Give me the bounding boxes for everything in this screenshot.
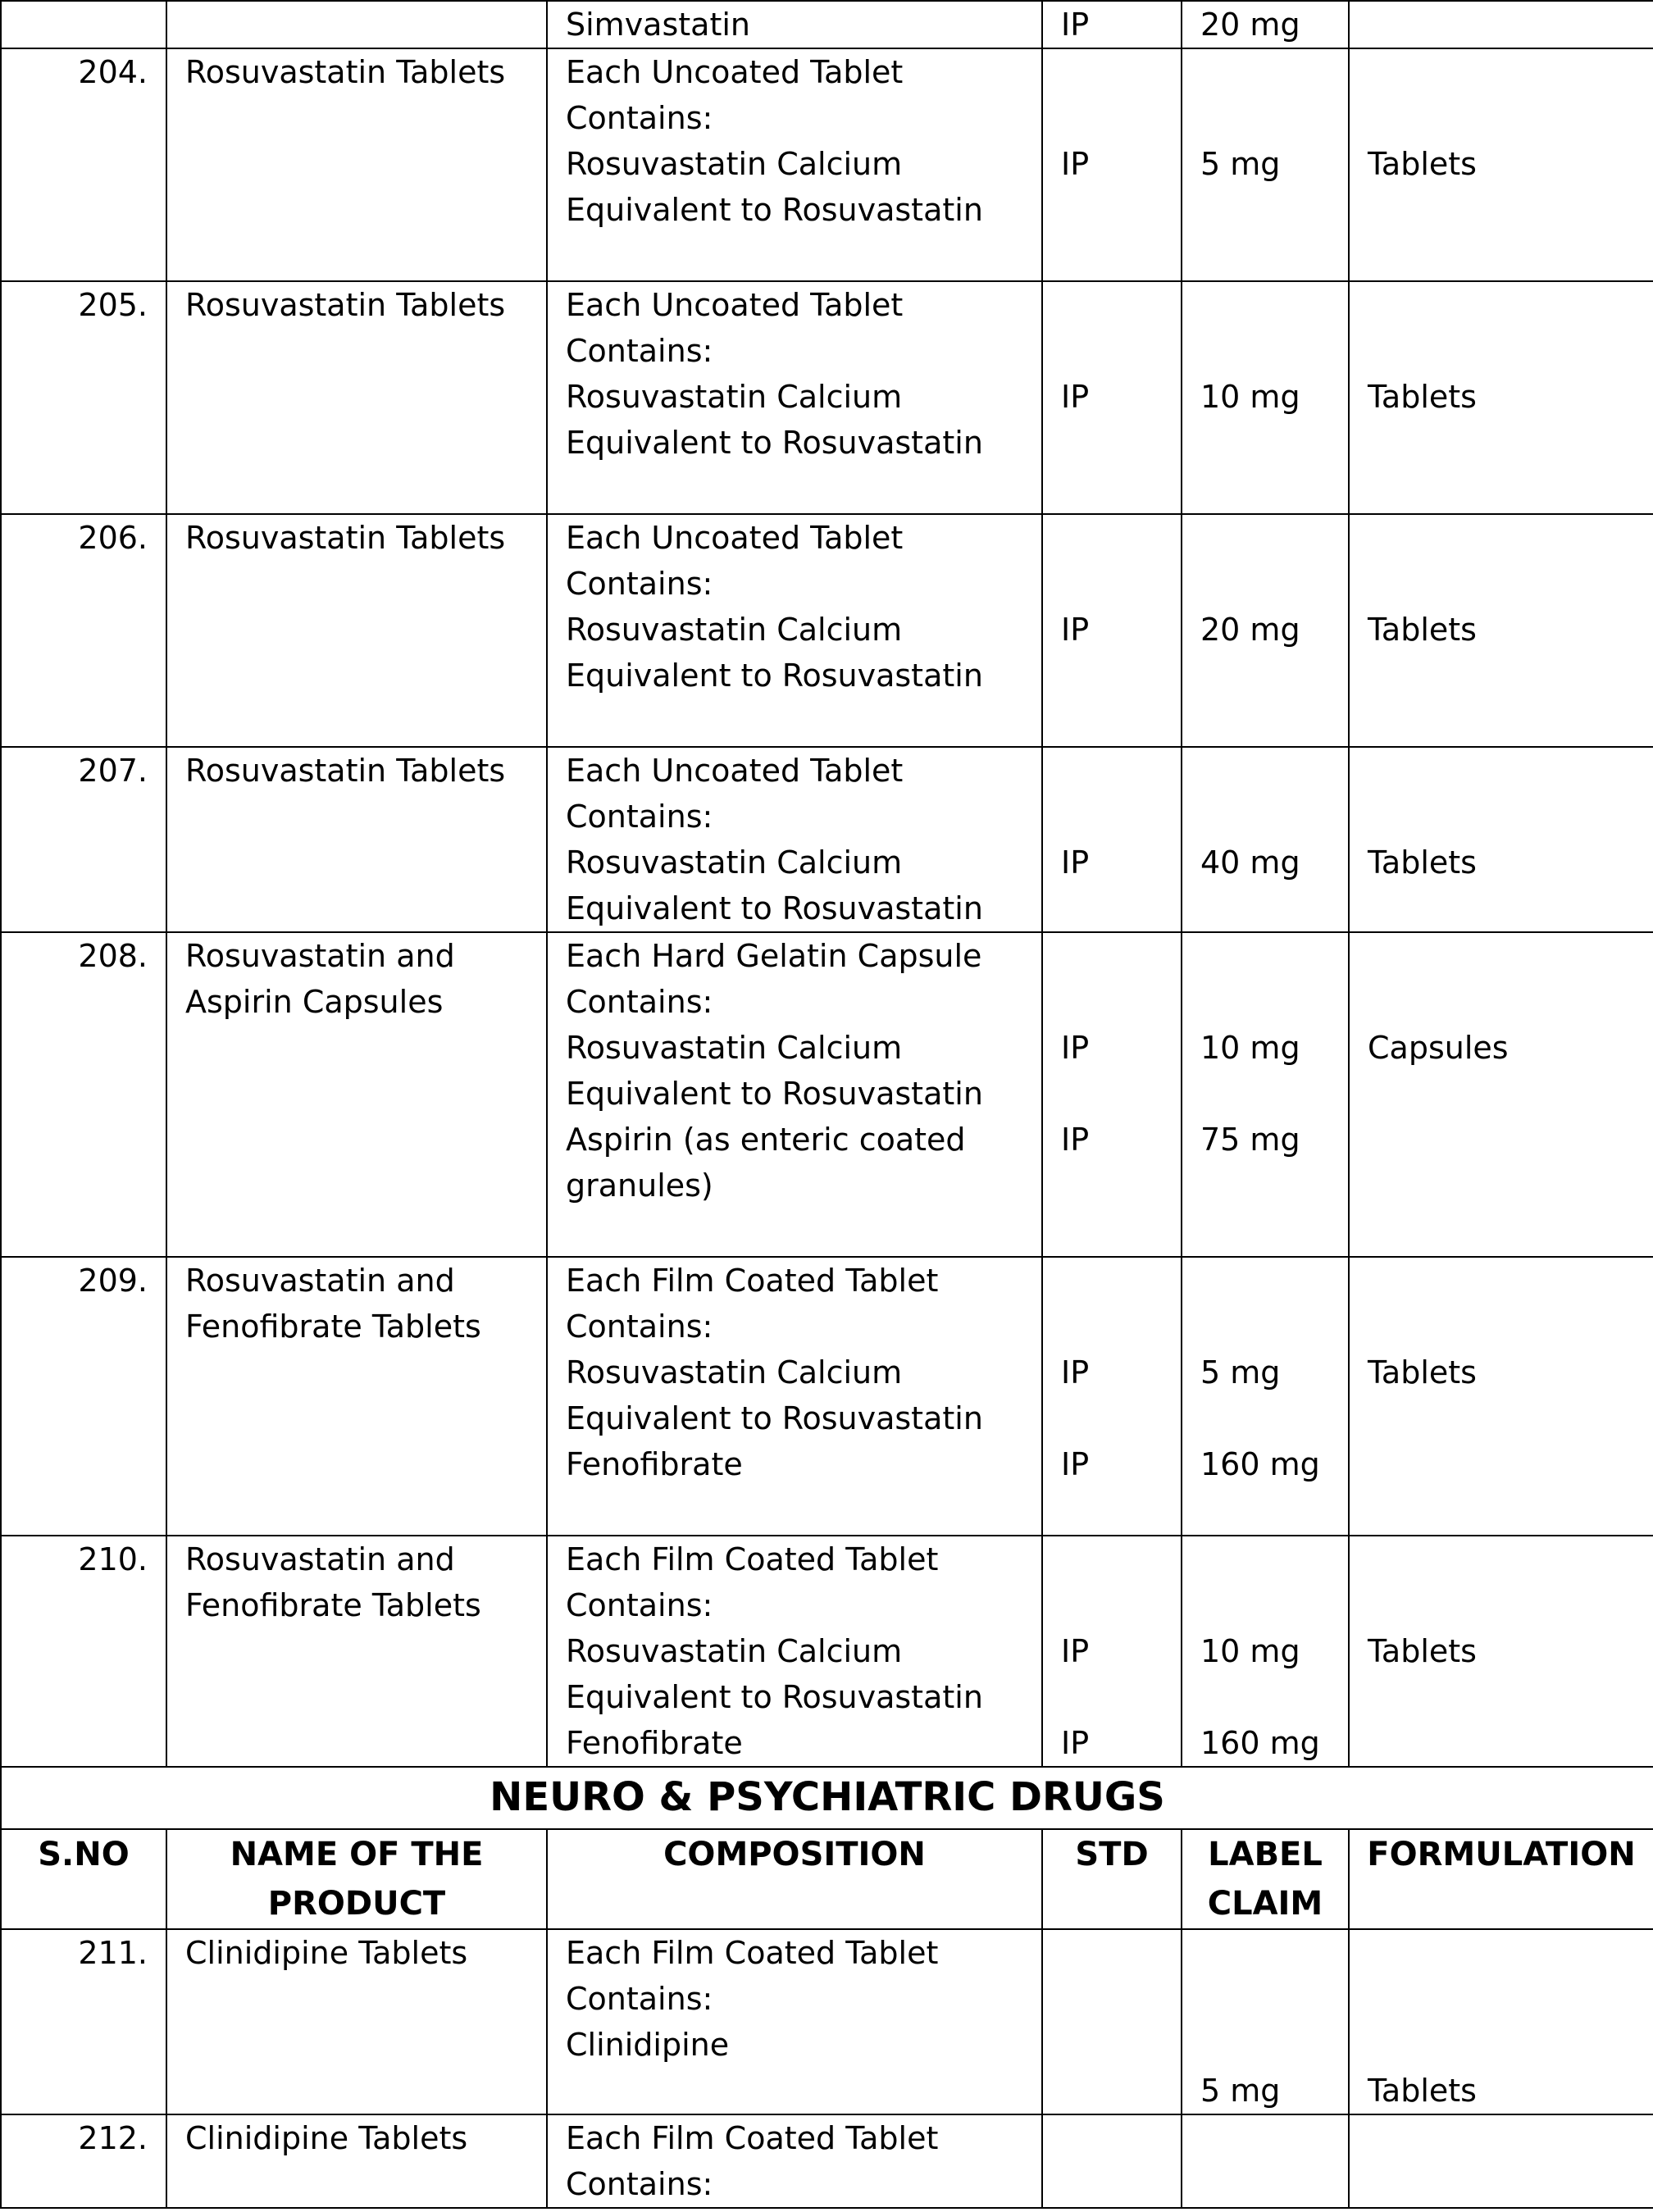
cell-composition-line: Contains: bbox=[566, 984, 713, 1020]
cell-composition-line: Contains: bbox=[566, 1981, 713, 2017]
cell-composition bbox=[547, 514, 1042, 747]
cell-formulation-line bbox=[1368, 933, 1653, 979]
cell-composition-line: Clinidipine bbox=[566, 2027, 730, 2063]
cell-product-name-line: Fenofibrate Tablets bbox=[185, 1587, 481, 1623]
cell-label-claim bbox=[1182, 281, 1349, 514]
cell-composition-line: Contains: bbox=[566, 333, 713, 369]
cell-product-name-line: Rosuvastatin Tablets bbox=[185, 54, 506, 90]
cell-std-line bbox=[1061, 1258, 1181, 1304]
cell-label-claim bbox=[1182, 2114, 1349, 2208]
cell-formulation-line bbox=[1368, 328, 1653, 374]
cell-label-claim-line bbox=[1200, 979, 1348, 1025]
cell-composition-line: Fenofibrate bbox=[566, 1725, 743, 1761]
cell-label-claim-line bbox=[1200, 328, 1348, 374]
cell-formulation-line bbox=[1368, 1258, 1653, 1304]
cell-label-claim-line bbox=[1200, 1071, 1348, 1117]
cell-composition-line: Rosuvastatin Calcium bbox=[566, 1633, 903, 1669]
cell-std-line bbox=[1061, 748, 1181, 794]
cell-label-claim-line bbox=[1200, 561, 1348, 607]
cell-label-claim-line bbox=[1200, 1536, 1348, 1582]
cell-formulation-line bbox=[1368, 2, 1653, 48]
cell-product-name-line: Rosuvastatin Tablets bbox=[185, 520, 506, 556]
cell-composition bbox=[547, 2114, 1042, 2208]
cell-composition bbox=[547, 1536, 1042, 1767]
cell-label-claim-line: 20 mg bbox=[1200, 7, 1300, 43]
cell-label-claim-line: 10 mg bbox=[1200, 379, 1300, 415]
cell-product-name bbox=[166, 281, 547, 514]
cell-composition-line: Equivalent to Rosuvastatin bbox=[566, 890, 983, 926]
cell-std-line bbox=[1061, 328, 1181, 374]
cell-composition-line: Each Film Coated Tablet bbox=[566, 1263, 939, 1299]
cell-std-line bbox=[1061, 2022, 1181, 2068]
cell-formulation-line: Tablets bbox=[1368, 146, 1477, 182]
cell-label-claim bbox=[1182, 1929, 1349, 2114]
cell-formulation-line: Tablets bbox=[1368, 1633, 1477, 1669]
cell-product-name-line: Clinidipine Tablets bbox=[185, 2120, 468, 2156]
cell-formulation-line: Tablets bbox=[1368, 844, 1477, 881]
cell-formulation-line bbox=[1368, 561, 1653, 607]
cell-std-line: IP bbox=[1061, 1633, 1090, 1669]
cell-label-claim bbox=[1182, 1, 1349, 48]
table-row bbox=[1, 1, 1653, 48]
cell-label-claim-line bbox=[1200, 282, 1348, 328]
cell-formulation-line bbox=[1368, 2022, 1653, 2068]
cell-product-name-line: Rosuvastatin and bbox=[185, 1541, 455, 1577]
header-formulation: FORMULATION bbox=[1349, 1829, 1653, 1929]
cell-label-claim-line: 40 mg bbox=[1200, 844, 1300, 881]
cell-formulation-line bbox=[1368, 653, 1653, 699]
cell-std-line bbox=[1061, 515, 1181, 561]
cell-composition-line: Contains: bbox=[566, 799, 713, 835]
cell-product-name-line: Rosuvastatin and bbox=[185, 938, 455, 974]
cell-formulation-line bbox=[1368, 95, 1653, 141]
cell-composition-line: Contains: bbox=[566, 100, 713, 136]
cell-formulation-line bbox=[1368, 1582, 1653, 1628]
cell-product-name-line: Aspirin Capsules bbox=[185, 984, 444, 1020]
cell-formulation-line bbox=[1368, 748, 1653, 794]
cell-composition bbox=[547, 1257, 1042, 1536]
cell-product-name bbox=[166, 747, 547, 932]
cell-composition-line: Equivalent to Rosuvastatin bbox=[566, 1400, 983, 1436]
cell-composition-line: Equivalent to Rosuvastatin bbox=[566, 192, 983, 228]
cell-formulation bbox=[1349, 1929, 1653, 2114]
cell-std bbox=[1042, 514, 1182, 747]
cell-composition-line: Rosuvastatin Calcium bbox=[566, 1354, 903, 1390]
cell-label-claim-line bbox=[1200, 1395, 1348, 1441]
cell-composition-line: Each Film Coated Tablet bbox=[566, 1935, 939, 1971]
cell-formulation-line: Tablets bbox=[1368, 1354, 1477, 1390]
cell-label-claim-line bbox=[1200, 1163, 1348, 1208]
cell-product-name-line: Clinidipine Tablets bbox=[185, 1935, 468, 1971]
cell-formulation bbox=[1349, 514, 1653, 747]
cell-formulation-line bbox=[1368, 1441, 1653, 1487]
cell-std-line: IP bbox=[1061, 1725, 1090, 1761]
cell-label-claim-line bbox=[1200, 748, 1348, 794]
cell-label-claim-line bbox=[1200, 1976, 1348, 2022]
cell-formulation-line bbox=[1368, 49, 1653, 95]
table-body-bottom bbox=[1, 1929, 1653, 2208]
cell-composition-line: Simvastatin bbox=[566, 7, 750, 43]
cell-composition-line: Equivalent to Rosuvastatin bbox=[566, 1679, 983, 1715]
cell-label-claim bbox=[1182, 514, 1349, 747]
cell-label-claim-line: 10 mg bbox=[1200, 1633, 1300, 1669]
cell-label-claim-line: 5 mg bbox=[1200, 146, 1281, 182]
cell-composition-line: Contains: bbox=[566, 1587, 713, 1623]
table-row bbox=[1, 932, 1653, 1257]
cell-product-name-line: Rosuvastatin Tablets bbox=[185, 287, 506, 323]
cell-std-line bbox=[1061, 95, 1181, 141]
cell-formulation-line bbox=[1368, 1536, 1653, 1582]
cell-std-line bbox=[1061, 49, 1181, 95]
cell-formulation bbox=[1349, 281, 1653, 514]
cell-label-claim-line bbox=[1200, 1930, 1348, 1976]
cell-label-claim-line bbox=[1200, 515, 1348, 561]
cell-formulation-line bbox=[1368, 1976, 1653, 2022]
cell-composition-line: Rosuvastatin Calcium bbox=[566, 844, 903, 881]
cell-formulation-line bbox=[1368, 187, 1653, 233]
cell-formulation-line bbox=[1368, 885, 1653, 931]
cell-formulation-line bbox=[1368, 1117, 1653, 1163]
cell-std-line bbox=[1061, 1304, 1181, 1350]
cell-composition-line: Fenofibrate bbox=[566, 1446, 743, 1482]
cell-label-claim bbox=[1182, 1536, 1349, 1767]
cell-sno: 205. bbox=[1, 281, 166, 514]
table-row bbox=[1, 747, 1653, 932]
cell-composition-line: Equivalent to Rosuvastatin bbox=[566, 425, 983, 461]
cell-label-claim-line: 10 mg bbox=[1200, 1030, 1300, 1066]
cell-label-claim-line bbox=[1200, 794, 1348, 840]
cell-composition-line: Rosuvastatin Calcium bbox=[566, 612, 903, 648]
cell-label-claim-line bbox=[1200, 49, 1348, 95]
cell-label-claim-line bbox=[1200, 1674, 1348, 1720]
cell-label-claim-line: 160 mg bbox=[1200, 1725, 1320, 1761]
cell-label-claim-line bbox=[1200, 885, 1348, 931]
cell-product-name bbox=[166, 1, 547, 48]
cell-formulation-line bbox=[1368, 1304, 1653, 1350]
cell-std-line bbox=[1061, 979, 1181, 1025]
table-body-top bbox=[1, 1, 1653, 1767]
cell-composition bbox=[547, 932, 1042, 1257]
cell-product-name bbox=[166, 1536, 547, 1767]
cell-std-line: IP bbox=[1061, 612, 1090, 648]
cell-formulation-line bbox=[1368, 794, 1653, 840]
cell-std-line: IP bbox=[1061, 379, 1090, 415]
cell-label-claim-line bbox=[1200, 187, 1348, 233]
cell-label-claim-line bbox=[1200, 2022, 1348, 2068]
cell-std-line bbox=[1061, 653, 1181, 699]
cell-std-line bbox=[1061, 1395, 1181, 1441]
cell-composition-line: Each Uncoated Tablet bbox=[566, 287, 904, 323]
cell-composition-line: Contains: bbox=[566, 566, 713, 602]
cell-label-claim-line: 75 mg bbox=[1200, 1122, 1300, 1158]
cell-std-line bbox=[1061, 1930, 1181, 1976]
column-headers bbox=[1, 1829, 1653, 1929]
cell-formulation-line: Capsules bbox=[1368, 1030, 1509, 1066]
cell-label-claim-line bbox=[1200, 933, 1348, 979]
cell-std-line bbox=[1061, 933, 1181, 979]
cell-label-claim-line: 5 mg bbox=[1200, 1354, 1281, 1390]
table-row bbox=[1, 514, 1653, 747]
cell-composition-line: Each Film Coated Tablet bbox=[566, 1541, 939, 1577]
header-composition: COMPOSITION bbox=[547, 1829, 1042, 1929]
cell-sno: 212. bbox=[1, 2114, 166, 2208]
cell-composition-line: granules) bbox=[566, 1167, 713, 1204]
cell-std-line bbox=[1061, 1536, 1181, 1582]
cell-label-claim bbox=[1182, 1257, 1349, 1536]
cell-composition-line: Each Uncoated Tablet bbox=[566, 520, 904, 556]
cell-sno: 209. bbox=[1, 1257, 166, 1536]
cell-formulation bbox=[1349, 747, 1653, 932]
cell-label-claim bbox=[1182, 48, 1349, 281]
cell-composition-line: Contains: bbox=[566, 2166, 713, 2202]
cell-std-line bbox=[1061, 420, 1181, 466]
cell-formulation-line bbox=[1368, 1395, 1653, 1441]
cell-std-line: IP bbox=[1061, 844, 1090, 881]
cell-composition-line: Equivalent to Rosuvastatin bbox=[566, 658, 983, 694]
cell-std-line bbox=[1061, 1071, 1181, 1117]
cell-composition-line: Each Uncoated Tablet bbox=[566, 54, 904, 90]
cell-composition bbox=[547, 48, 1042, 281]
cell-std bbox=[1042, 1257, 1182, 1536]
cell-product-name bbox=[166, 932, 547, 1257]
cell-sno: 211. bbox=[1, 1929, 166, 2114]
cell-product-name bbox=[166, 1257, 547, 1536]
cell-composition bbox=[547, 281, 1042, 514]
cell-std-line bbox=[1061, 794, 1181, 840]
cell-formulation-line bbox=[1368, 1163, 1653, 1208]
cell-sno: 208. bbox=[1, 932, 166, 1257]
cell-composition bbox=[547, 1929, 1042, 2114]
cell-product-name-line: Rosuvastatin and bbox=[185, 1263, 455, 1299]
cell-formulation-line bbox=[1368, 420, 1653, 466]
cell-formulation bbox=[1349, 48, 1653, 281]
table-row bbox=[1, 1257, 1653, 1536]
cell-formulation-line bbox=[1368, 1071, 1653, 1117]
cell-composition-line: Aspirin (as enteric coated bbox=[566, 1122, 966, 1158]
cell-label-claim bbox=[1182, 747, 1349, 932]
table-row bbox=[1, 281, 1653, 514]
section-header bbox=[1, 1767, 1653, 1929]
cell-composition-line: Equivalent to Rosuvastatin bbox=[566, 1076, 983, 1112]
cell-composition bbox=[547, 1, 1042, 48]
cell-formulation-line: Tablets bbox=[1368, 612, 1477, 648]
cell-std-line bbox=[1061, 1976, 1181, 2022]
cell-std-line bbox=[1061, 885, 1181, 931]
cell-std-line: IP bbox=[1061, 1030, 1090, 1066]
cell-product-name bbox=[166, 1929, 547, 2114]
cell-label-claim-line bbox=[1200, 420, 1348, 466]
cell-sno: 210. bbox=[1, 1536, 166, 1767]
header-sno: S.NO bbox=[1, 1829, 166, 1929]
cell-composition-line: Each Hard Gelatin Capsule bbox=[566, 938, 982, 974]
cell-formulation-line bbox=[1368, 2115, 1653, 2161]
cell-formulation-line bbox=[1368, 1720, 1653, 1766]
cell-formulation bbox=[1349, 1536, 1653, 1767]
cell-composition bbox=[547, 747, 1042, 932]
cell-sno bbox=[1, 1, 166, 48]
cell-composition-line: Rosuvastatin Calcium bbox=[566, 1030, 903, 1066]
cell-std-line bbox=[1061, 1674, 1181, 1720]
cell-sno: 206. bbox=[1, 514, 166, 747]
cell-std-line: IP bbox=[1061, 146, 1090, 182]
table-row bbox=[1, 2114, 1653, 2208]
cell-std bbox=[1042, 1, 1182, 48]
cell-std bbox=[1042, 1929, 1182, 2114]
cell-std-line bbox=[1061, 1582, 1181, 1628]
cell-std bbox=[1042, 281, 1182, 514]
cell-sno: 204. bbox=[1, 48, 166, 281]
cell-sno: 207. bbox=[1, 747, 166, 932]
cell-label-claim-line bbox=[1200, 1258, 1348, 1304]
cell-formulation bbox=[1349, 1, 1653, 48]
cell-formulation bbox=[1349, 2114, 1653, 2208]
cell-std-line bbox=[1061, 2115, 1181, 2161]
cell-std-line: IP bbox=[1061, 1354, 1090, 1390]
cell-std bbox=[1042, 932, 1182, 1257]
cell-formulation-line bbox=[1368, 515, 1653, 561]
cell-std-line bbox=[1061, 282, 1181, 328]
cell-label-claim-line bbox=[1200, 1304, 1348, 1350]
cell-formulation-line: Tablets bbox=[1368, 2073, 1477, 2109]
cell-product-name-line: Rosuvastatin Tablets bbox=[185, 753, 506, 789]
cell-label-claim-line bbox=[1200, 2115, 1348, 2161]
cell-formulation-line bbox=[1368, 282, 1653, 328]
cell-label-claim bbox=[1182, 932, 1349, 1257]
cell-formulation bbox=[1349, 932, 1653, 1257]
cell-std bbox=[1042, 747, 1182, 932]
cell-label-claim-line bbox=[1200, 653, 1348, 699]
header-name: NAME OF THE PRODUCT bbox=[166, 1829, 547, 1929]
cell-composition-line: Rosuvastatin Calcium bbox=[566, 379, 903, 415]
header-std: STD bbox=[1042, 1829, 1182, 1929]
cell-composition-line: Each Film Coated Tablet bbox=[566, 2120, 939, 2156]
table-row bbox=[1, 1536, 1653, 1767]
cell-label-claim-line: 20 mg bbox=[1200, 612, 1300, 648]
cell-composition-line: Rosuvastatin Calcium bbox=[566, 146, 903, 182]
cell-formulation-line bbox=[1368, 1930, 1653, 1976]
cell-product-name bbox=[166, 2114, 547, 2208]
table-row bbox=[1, 1929, 1653, 2114]
cell-formulation-line bbox=[1368, 979, 1653, 1025]
header-label-claim: LABEL CLAIM bbox=[1182, 1829, 1349, 1929]
cell-product-name bbox=[166, 514, 547, 747]
cell-label-claim-line bbox=[1200, 1582, 1348, 1628]
cell-composition-line: Each Uncoated Tablet bbox=[566, 753, 904, 789]
cell-composition-line: Contains: bbox=[566, 1309, 713, 1345]
cell-std bbox=[1042, 48, 1182, 281]
cell-label-claim-line: 160 mg bbox=[1200, 1446, 1320, 1482]
cell-std-line bbox=[1061, 561, 1181, 607]
section-title: NEURO & PSYCHIATRIC DRUGS bbox=[1, 1767, 1653, 1829]
cell-std bbox=[1042, 2114, 1182, 2208]
cell-formulation-line bbox=[1368, 1674, 1653, 1720]
cell-std bbox=[1042, 1536, 1182, 1767]
cell-std-line: IP bbox=[1061, 7, 1090, 43]
cell-product-name-line: Fenofibrate Tablets bbox=[185, 1309, 481, 1345]
cell-product-name bbox=[166, 48, 547, 281]
cell-std-line bbox=[1061, 187, 1181, 233]
cell-formulation-line: Tablets bbox=[1368, 379, 1477, 415]
cell-formulation bbox=[1349, 1257, 1653, 1536]
cell-std-line bbox=[1061, 1163, 1181, 1208]
cell-label-claim-line bbox=[1200, 95, 1348, 141]
cell-std-line: IP bbox=[1061, 1122, 1090, 1158]
cell-product-name-line bbox=[185, 2, 546, 48]
table-row bbox=[1, 48, 1653, 281]
cell-std-line: IP bbox=[1061, 1446, 1090, 1482]
cell-label-claim-line: 5 mg bbox=[1200, 2073, 1281, 2109]
